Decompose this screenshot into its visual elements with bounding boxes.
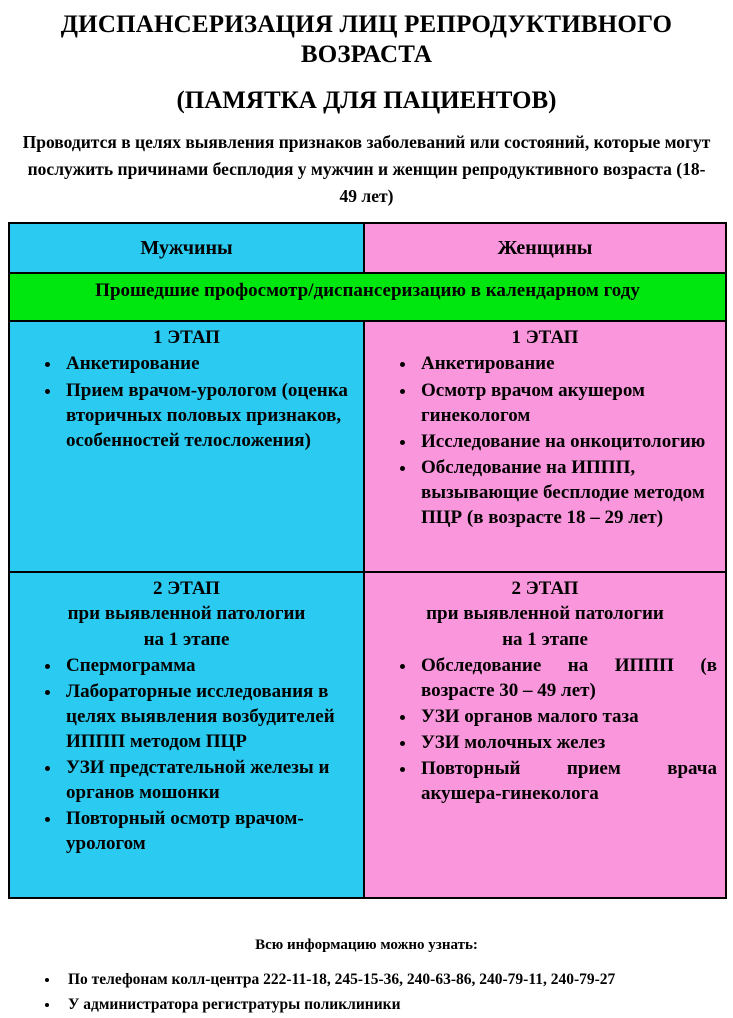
- stage2-subtitle2-women: на 1 этапе: [502, 628, 588, 650]
- eligibility-merged-cell: Прошедшие профосмотр/диспансеризацию в календарном году: [9, 273, 726, 321]
- list-item: • Исследование на онкоцитологию: [417, 429, 717, 454]
- list-item: • Анкетирование: [62, 351, 355, 376]
- men-column-header: Мужчины: [9, 223, 364, 273]
- women-stage1-list: [373, 351, 717, 530]
- list-item: • Лабораторные исследования в целях выявления возбудителей ИППП методом ПЦР: [62, 679, 355, 754]
- list-item: • Спермограмма: [62, 653, 355, 678]
- footer-list: [8, 968, 725, 1018]
- women-column-header: Женщины: [364, 223, 726, 273]
- list-item: • Прием врачом-урологом (оценка вторичных половых признаков, особенностей телосложения): [62, 378, 355, 453]
- list-item: • Осмотр врачом акушером гинекологом: [417, 378, 717, 428]
- men-stage1-list: [18, 351, 355, 452]
- stage2-subtitle-women: при выявленной патологии: [426, 603, 664, 625]
- women-stage2-list: [373, 653, 717, 806]
- dispensary-table: [8, 222, 727, 899]
- footer-heading: Всю информацию можно узнать:: [255, 937, 478, 954]
- stage2-subtitle-men: при выявленной патологии: [67, 603, 306, 625]
- stage1-row: [9, 321, 726, 572]
- women-stage1-cell: [364, 321, 726, 572]
- men-stage2-cell: [9, 572, 364, 898]
- stage2-title-women: 2 ЭТАП: [511, 578, 579, 600]
- list-item: • Анкетирование: [417, 351, 717, 376]
- list-item: • УЗИ молочных желез: [417, 730, 717, 755]
- men-stage2-list: [18, 653, 355, 857]
- list-item: • Обследование на ИППП (в возрасте 30 – 49 лет): [417, 653, 717, 703]
- list-item: • УЗИ предстательной железы и органов мошонки: [62, 755, 355, 805]
- stage1-title-women: 1 ЭТАП: [511, 327, 579, 349]
- stage2-row: [9, 572, 726, 898]
- gender-header-row: [9, 223, 726, 273]
- eligibility-row: [9, 273, 726, 321]
- registry-admin-item: • У администратора регистратуры поликлиники: [60, 993, 725, 1018]
- stage2-subtitle2-men: на 1 этапе: [143, 628, 230, 650]
- intro-paragraph: Проводится в целях выявления признаков заболеваний или состояний, которые могут послужить причинами бесплодия у мужчин и женщин репродуктивного возраста (18-49 лет): [22, 132, 711, 207]
- list-item: • Повторный прием врача акушера-гинеколога: [417, 756, 717, 806]
- stage1-title-men: 1 ЭТАП: [153, 327, 220, 349]
- list-item: • УЗИ органов малого таза: [417, 704, 717, 729]
- page-subtitle: (ПАМЯТКА ДЛЯ ПАЦИЕНТОВ): [176, 87, 557, 114]
- men-stage1-cell: [9, 321, 364, 572]
- women-stage2-cell: [364, 572, 726, 898]
- list-item: • Обследование на ИППП, вызывающие бесплодие методом ПЦР (в возрасте 18 – 29 лет): [417, 455, 717, 530]
- footer-info: [8, 937, 725, 1018]
- page-title: ДИСПАНСЕРИЗАЦИЯ ЛИЦ РЕПРОДУКТИВНОГО ВОЗРАСТА: [60, 11, 673, 68]
- phone-numbers-item: • По телефонам колл-центра 222-11-18, 245-15-36, 240-63-86, 240-79-11, 240-79-27: [60, 968, 725, 993]
- list-item: • Повторный осмотр врачом-урологом: [62, 806, 355, 856]
- stage2-title-men: 2 ЭТАП: [153, 578, 220, 600]
